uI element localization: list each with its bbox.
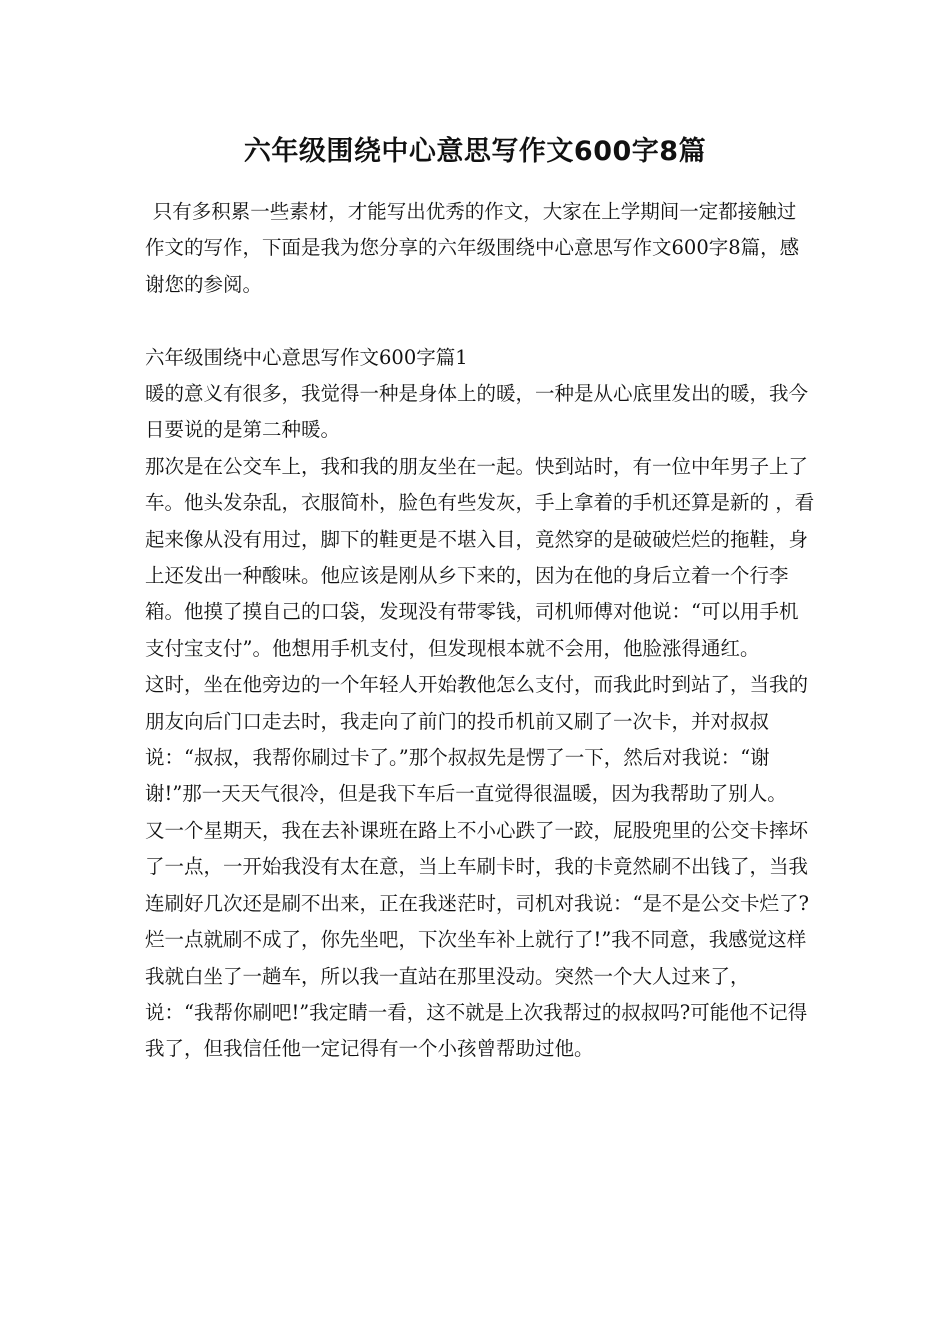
body-paragraph-3: 这时，坐在他旁边的一个年轻人开始教他怎么支付，而我此时到站了，当我的朋友向后门口走去时，我走向了前门的投币机前又刷了一次卡，并对叔叔说：“叔叔，我帮你刷过卡了。”那个叔叔先是愣了一下，然后对我说：“谢谢!”那一天天气很冷，但是我下车后一直觉得很温暖，因为我帮助了别人。 — [145, 673, 809, 806]
intro-paragraph: 只有多积累一些素材，才能写出优秀的作文，大家在上学期间一定都接触过作文的写作，下面是我为您分享的六年级围绕中心意思写作文600字8篇，感谢您的参阅。 — [145, 200, 800, 296]
body-paragraph-1: 暖的意义有很多，我觉得一种是身体上的暖，一种是从心底里发出的暖，我今日要说的是第二种暖。 — [145, 382, 809, 442]
section-heading: 六年级围绕中心意思写作文600字篇1 — [145, 345, 468, 369]
document-body — [145, 194, 815, 1068]
document-title: 六年级围绕中心意思写作文600字8篇 — [243, 136, 707, 167]
paragraph-spacer — [145, 303, 815, 339]
body-paragraph-4: 又一个星期天，我在去补课班在路上不小心跌了一跤，屁股兜里的公交卡摔坏了一点，一开始我没有太在意，当上车刷卡时，我的卡竟然刷不出钱了，当我连刷好几次还是刷不出来，正在我迷茫时，司机对我说：“是不是公交卡烂了?烂一点就刷不成了，你先坐吧，下次坐车补上就行了!”我不同意，我感觉这样我就白坐了一趟车，所以我一直站在那里没动。突然一个大人过来了，说：“我帮你刷吧!”我定睛一看，这不就是上次我帮过的叔叔吗?可能他不记得我了，但我信任他一定记得有一个小孩曾帮助过他。 — [145, 818, 809, 1061]
body-paragraph-2: 那次是在公交车上，我和我的朋友坐在一起。快到站时，有一位中年男子上了车。他头发杂乱，衣服简朴，脸色有些发灰，手上拿着的手机还算是新的 ，看起来像从没有用过，脚下的鞋更是不堪入目，竟然穿的是破破烂烂的拖鞋，身上还发出一种酸味。他应该是刚从乡下来的，因为在他的身后立着一个行李箱。他摸了摸自己的口袋，发现没有带零钱，司机师傅对他说：“可以用手机支付宝支付”。他想用手机支付，但发现根本就不会用，他脸涨得通红。 — [145, 454, 815, 660]
